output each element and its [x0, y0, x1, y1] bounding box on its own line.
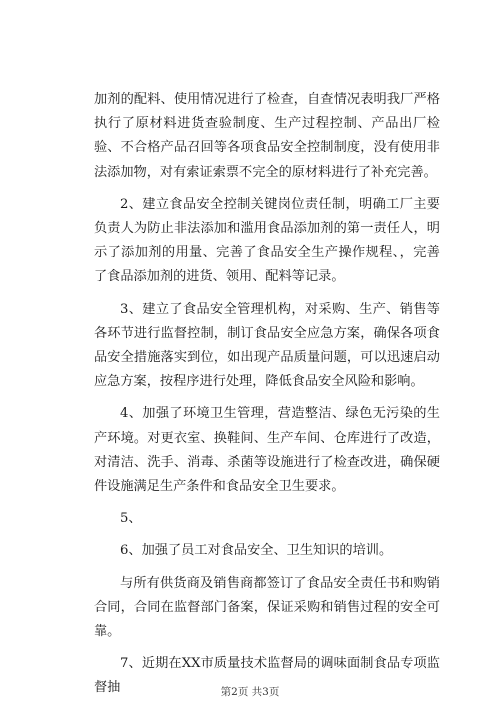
document-body — [94, 88, 440, 701]
paragraph-item-4: 4、加强了环境卫生管理，营造整洁、绿色无污染的生产环境。对更衣室、换鞋间、生产车间、仓库进行了改造，对清洁、洗手、消毒、杀菌等设施进行了检查改进，确保硬件设施满足生产条件和食品安全卫生要求。 — [94, 406, 440, 495]
paragraph-item-7: 7、近期在XX市质量技术监督局的调味面制食品专项监督抽 — [94, 656, 440, 696]
paragraph-item-5: 5、 — [120, 511, 142, 527]
paragraph-item-2: 2、建立食品安全控制关键岗位责任制，明确工厂主要负责人为防止非法添加和滥用食品添加剂的第一责任人，明示了添加剂的用量、完善了食品安全生产操作规程、，完善了食品添加剂的进货、领用、配料等记录。 — [94, 196, 440, 285]
paragraph-continuation: 加剂的配料、使用情况进行了检查，自查情况表明我厂严格执行了原材料进货查验制度、生产过程控制、产品出厂检验、不合格产品召回等各项食品安全控制制度，没有使用非法添加物，对有索证索票不完全的原材料进行了补充完善。 — [94, 92, 440, 180]
paragraph-contract: 与所有供货商及销售商都签订了食品安全责任书和购销合同，合同在监督部门备案，保证采购和销售过程的安全可靠。 — [94, 575, 440, 640]
paragraph-item-6: 6、加强了员工对食品安全、卫生知识的培训。 — [120, 543, 393, 559]
page-number-footer: 第2页 共3页 — [220, 686, 280, 698]
paragraph-item-3: 3、建立了食品安全管理机构，对采购、生产、销售等各环节进行监督控制，制订食品安全应急方案，确保各项食品安全措施落实到位，如出现产品质量问题，可以迅速启动应急方案，按程序进行处理，降低食品安全风险和影响。 — [94, 301, 440, 390]
